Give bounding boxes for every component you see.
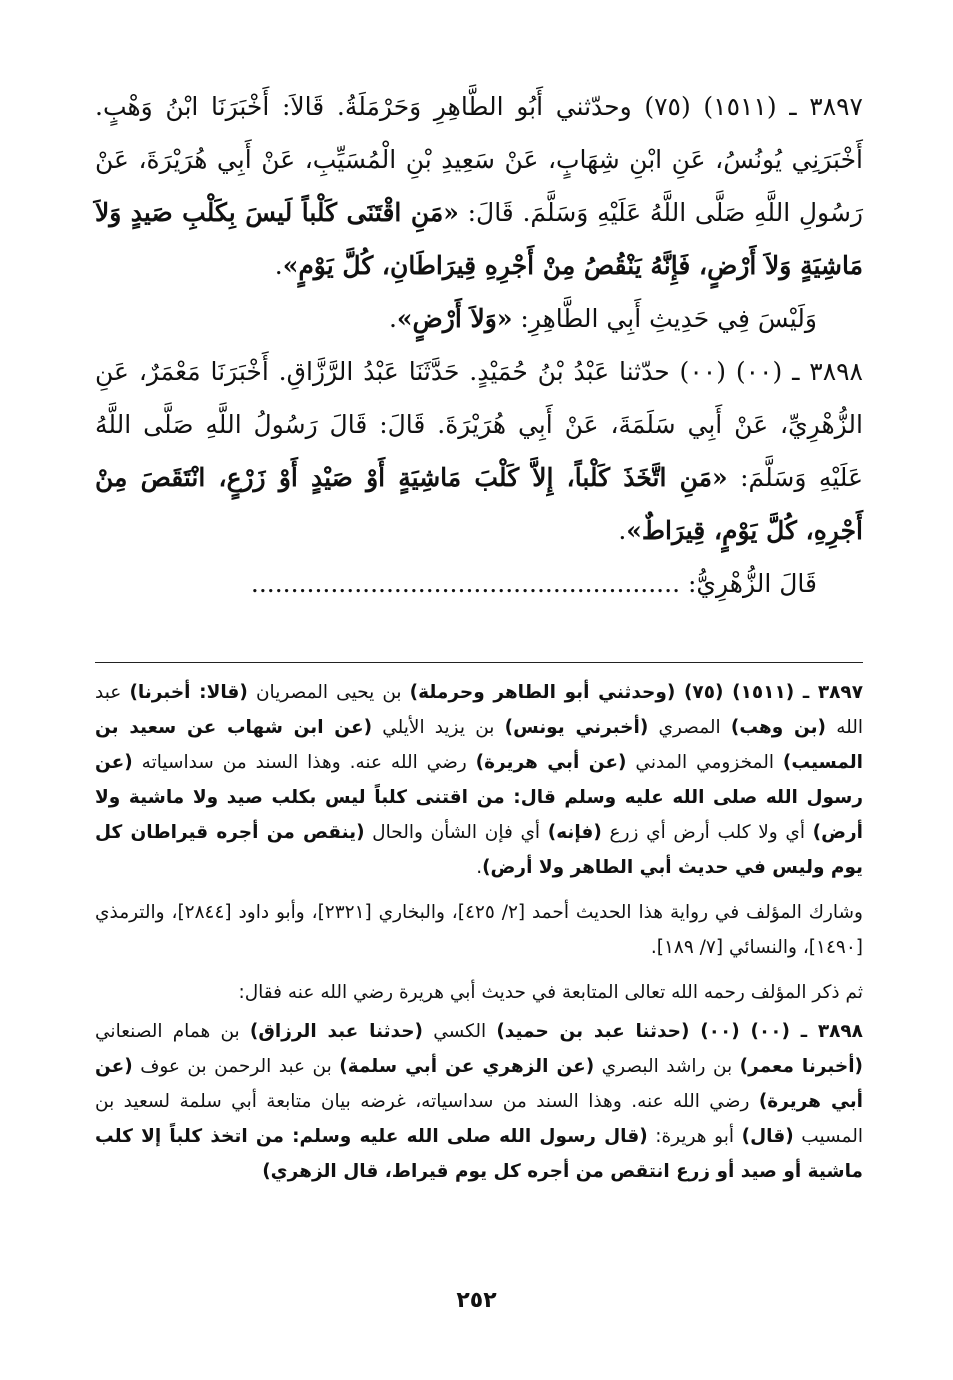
hadith-3898-isnad: ٣٨٩٨ ـ (٠٠) (٠٠) حدّثنا عَبْدُ بْنُ حُمَيْدٍ. حَدَّثَنَا عَبْدُ الرَّزَّاقِ. أَخْبَرَنَا مَعْمَرٌ، عَنِ الزُّهْرِيِّ، عَنْ أَبِي سَلَمَةَ، عَنْ أَبِي هُرَيْرَةَ. قَالَ: قَالَ رَسُولُ اللَّهِ صَلَّى اللَّهُ عَلَيْهِ وَسَلَّمَ:	[95, 357, 863, 492]
commentary-3898-s4: بن همام الصنعاني	[95, 1021, 250, 1042]
commentary-3897	[95, 675, 863, 885]
hadith-3897-note-text: وَلَيْسَ فِي حَدِيثِ أَبِي الطَّاهِرِ:	[512, 304, 817, 333]
commentary-3898-s13: (قال رسول الله صلى الله عليه وسلم: من اتخذ كلباً إلا كلب ماشية أو صيد أو زرع انتقص من أجره كل يوم قيراط، قال الزهري)	[95, 1126, 863, 1182]
hadith-3898	[95, 345, 863, 557]
commentary-3897-s5: (بن وهب)	[730, 717, 827, 738]
commentary-3897-s9: (عن ابن شهاب عن سعيد بن المسيب)	[95, 717, 864, 773]
commentary-3897-s8: بن يزيد الأيلي	[372, 717, 505, 738]
page-number: ٢٥٢	[456, 1288, 497, 1313]
commentary-3898-s10: رضي الله عنه. وهذا السند من سداسياته، غرضه بيان متابعة أبي سلمة لسعيد بن المسيب	[95, 1091, 864, 1147]
commentary-3898-s6: بن راشد البصري	[594, 1056, 740, 1077]
commentary-3897-s7: (أخبرني يونس)	[504, 717, 649, 738]
commentary-3898-s5: (أخبرنا معمر)	[739, 1056, 863, 1077]
commentary-3897-s3: (قالا: أخبرنا)	[129, 682, 248, 703]
footnote-divider	[95, 662, 863, 663]
hadith-3897-note-matn: «وَلاَ أَرْضٍ»	[396, 304, 513, 333]
commentary-3897-s17: (ينقص من أجره قيراطان كل يوم وليس في حديث أبي الطاهر ولا أرض)	[95, 822, 863, 878]
commentary-3897-s16: أي فإن الشأن والحال	[364, 822, 548, 843]
commentary-3897-s18: .	[476, 857, 483, 878]
commentary-sharing: وشارك المؤلف في رواية هذا الحديث أحمد [٢/ ٤٢٥]، والبخاري [٢٣٢١]، وأبو داود [٢٨٤٤]، والترمذي [١٤٩٠]، والنسائي [٧/ ١٨٩].	[95, 902, 863, 958]
commentary-3898-s8: بن عبد الرحمن بن عوف	[132, 1056, 340, 1077]
commentary-3897-s6: المصري	[648, 717, 731, 738]
zuhri-label: قَالَ الزُّهْرِيُّ:	[687, 569, 817, 598]
commentary-3897-s14: أي ولا كلب أرض أي زرع	[601, 822, 813, 843]
zuhri-line	[95, 557, 863, 610]
commentary-3898-s11: (قال)	[741, 1126, 794, 1147]
page-body	[95, 80, 863, 1199]
hadith-3897-isnad: ٣٨٩٧ ـ (١٥١١) (٧٥) وحدّثني أَبُو الطَّاهِرِ وَحَرْمَلَةُ. قَالاَ: أَخْبَرَنَا ابْنُ وَهْبٍ. أَخْبَرَنِي يُونُسُ، عَنِ ابْنِ شِهَابٍ، عَنْ سَعِيدِ بْنِ الْمُسَيِّبِ، عَنْ أَبِي هُرَيْرَةَ، عَنْ رَسُولِ اللَّهِ صَلَّى اللَّهُ عَلَيْهِ وَسَلَّمَ. قَالَ:	[95, 92, 863, 227]
commentary-3897-s10: المخزومي المدني	[626, 752, 783, 773]
commentary-3897-s1: ٣٨٩٧ ـ (١٥١١) (٧٥) (وحدثني أبو الطاهر وحرملة)	[409, 682, 864, 703]
commentary-block	[95, 675, 863, 1189]
commentary-3897-s11: (عن أبي هريرة)	[475, 752, 627, 773]
commentary-3897-s4: عبد الله	[95, 682, 864, 738]
commentary-3898-s9: (عن أبي هريرة)	[95, 1056, 864, 1112]
hadith-3897-note-end: .	[388, 304, 397, 333]
commentary-3897-s2: بن يحيى المصريان	[247, 682, 410, 703]
commentary-3897-s13: (عن رسول الله صلى الله عليه وسلم قال: من اقتنى كلباً ليس بكلب صيد ولا ماشية ولا أرض)	[95, 752, 863, 843]
commentary-3898-s3: (حدثنا عبد الرزاق)	[249, 1021, 424, 1042]
commentary-3897-s15: (فإنه)	[547, 822, 602, 843]
commentary-3897-s12: رضي الله عنه. وهذا السند من سداسياته	[132, 752, 476, 773]
hadith-3897-note	[95, 292, 863, 345]
ellipsis-dots: ......................................................	[250, 569, 681, 598]
hadith-3898-end: .	[618, 516, 627, 545]
hadith-text-block	[95, 80, 863, 610]
commentary-3898-s1: ٣٨٩٨ ـ (٠٠) (٠٠) (حدثنا عبد بن حميد)	[496, 1021, 863, 1042]
hadith-3898-matn: «مَنِ اتَّخَذَ كَلْباً، إِلاَّ كَلْبَ مَاشِيَةٍ أَوْ صَيْدٍ أَوْ زَرْعٍ، انْتَقَصَ مِنْ أَجْرِهِ، كُلَّ يَوْمٍ، قِيرَاطٌ»	[95, 463, 863, 545]
commentary-3898-s12: أبو هريرة:	[647, 1126, 742, 1147]
commentary-3898-s2: الكسي	[423, 1021, 497, 1042]
hadith-3897-matn: «مَنِ اقْتَنَى كَلْباً لَيسَ بِكَلْبِ صَيدٍ وَلاَ مَاشِيَةٍ وَلاَ أَرْضٍ، فَإِنَّهُ يَنْقُصُ مِنْ أَجْرِهِ قِيرَاطَانِ، كُلَّ يَوْمٍ»	[95, 198, 863, 280]
commentary-3898	[95, 1014, 863, 1189]
commentary-transition: ثم ذكر المؤلف رحمه الله تعالى المتابعة في حديث أبي هريرة رضي الله عنه فقال:	[238, 982, 863, 1003]
hadith-3897	[95, 80, 863, 292]
commentary-3898-s7: (عن الزهري عن أبي سلمة)	[339, 1056, 595, 1077]
hadith-3897-end: .	[274, 251, 283, 280]
